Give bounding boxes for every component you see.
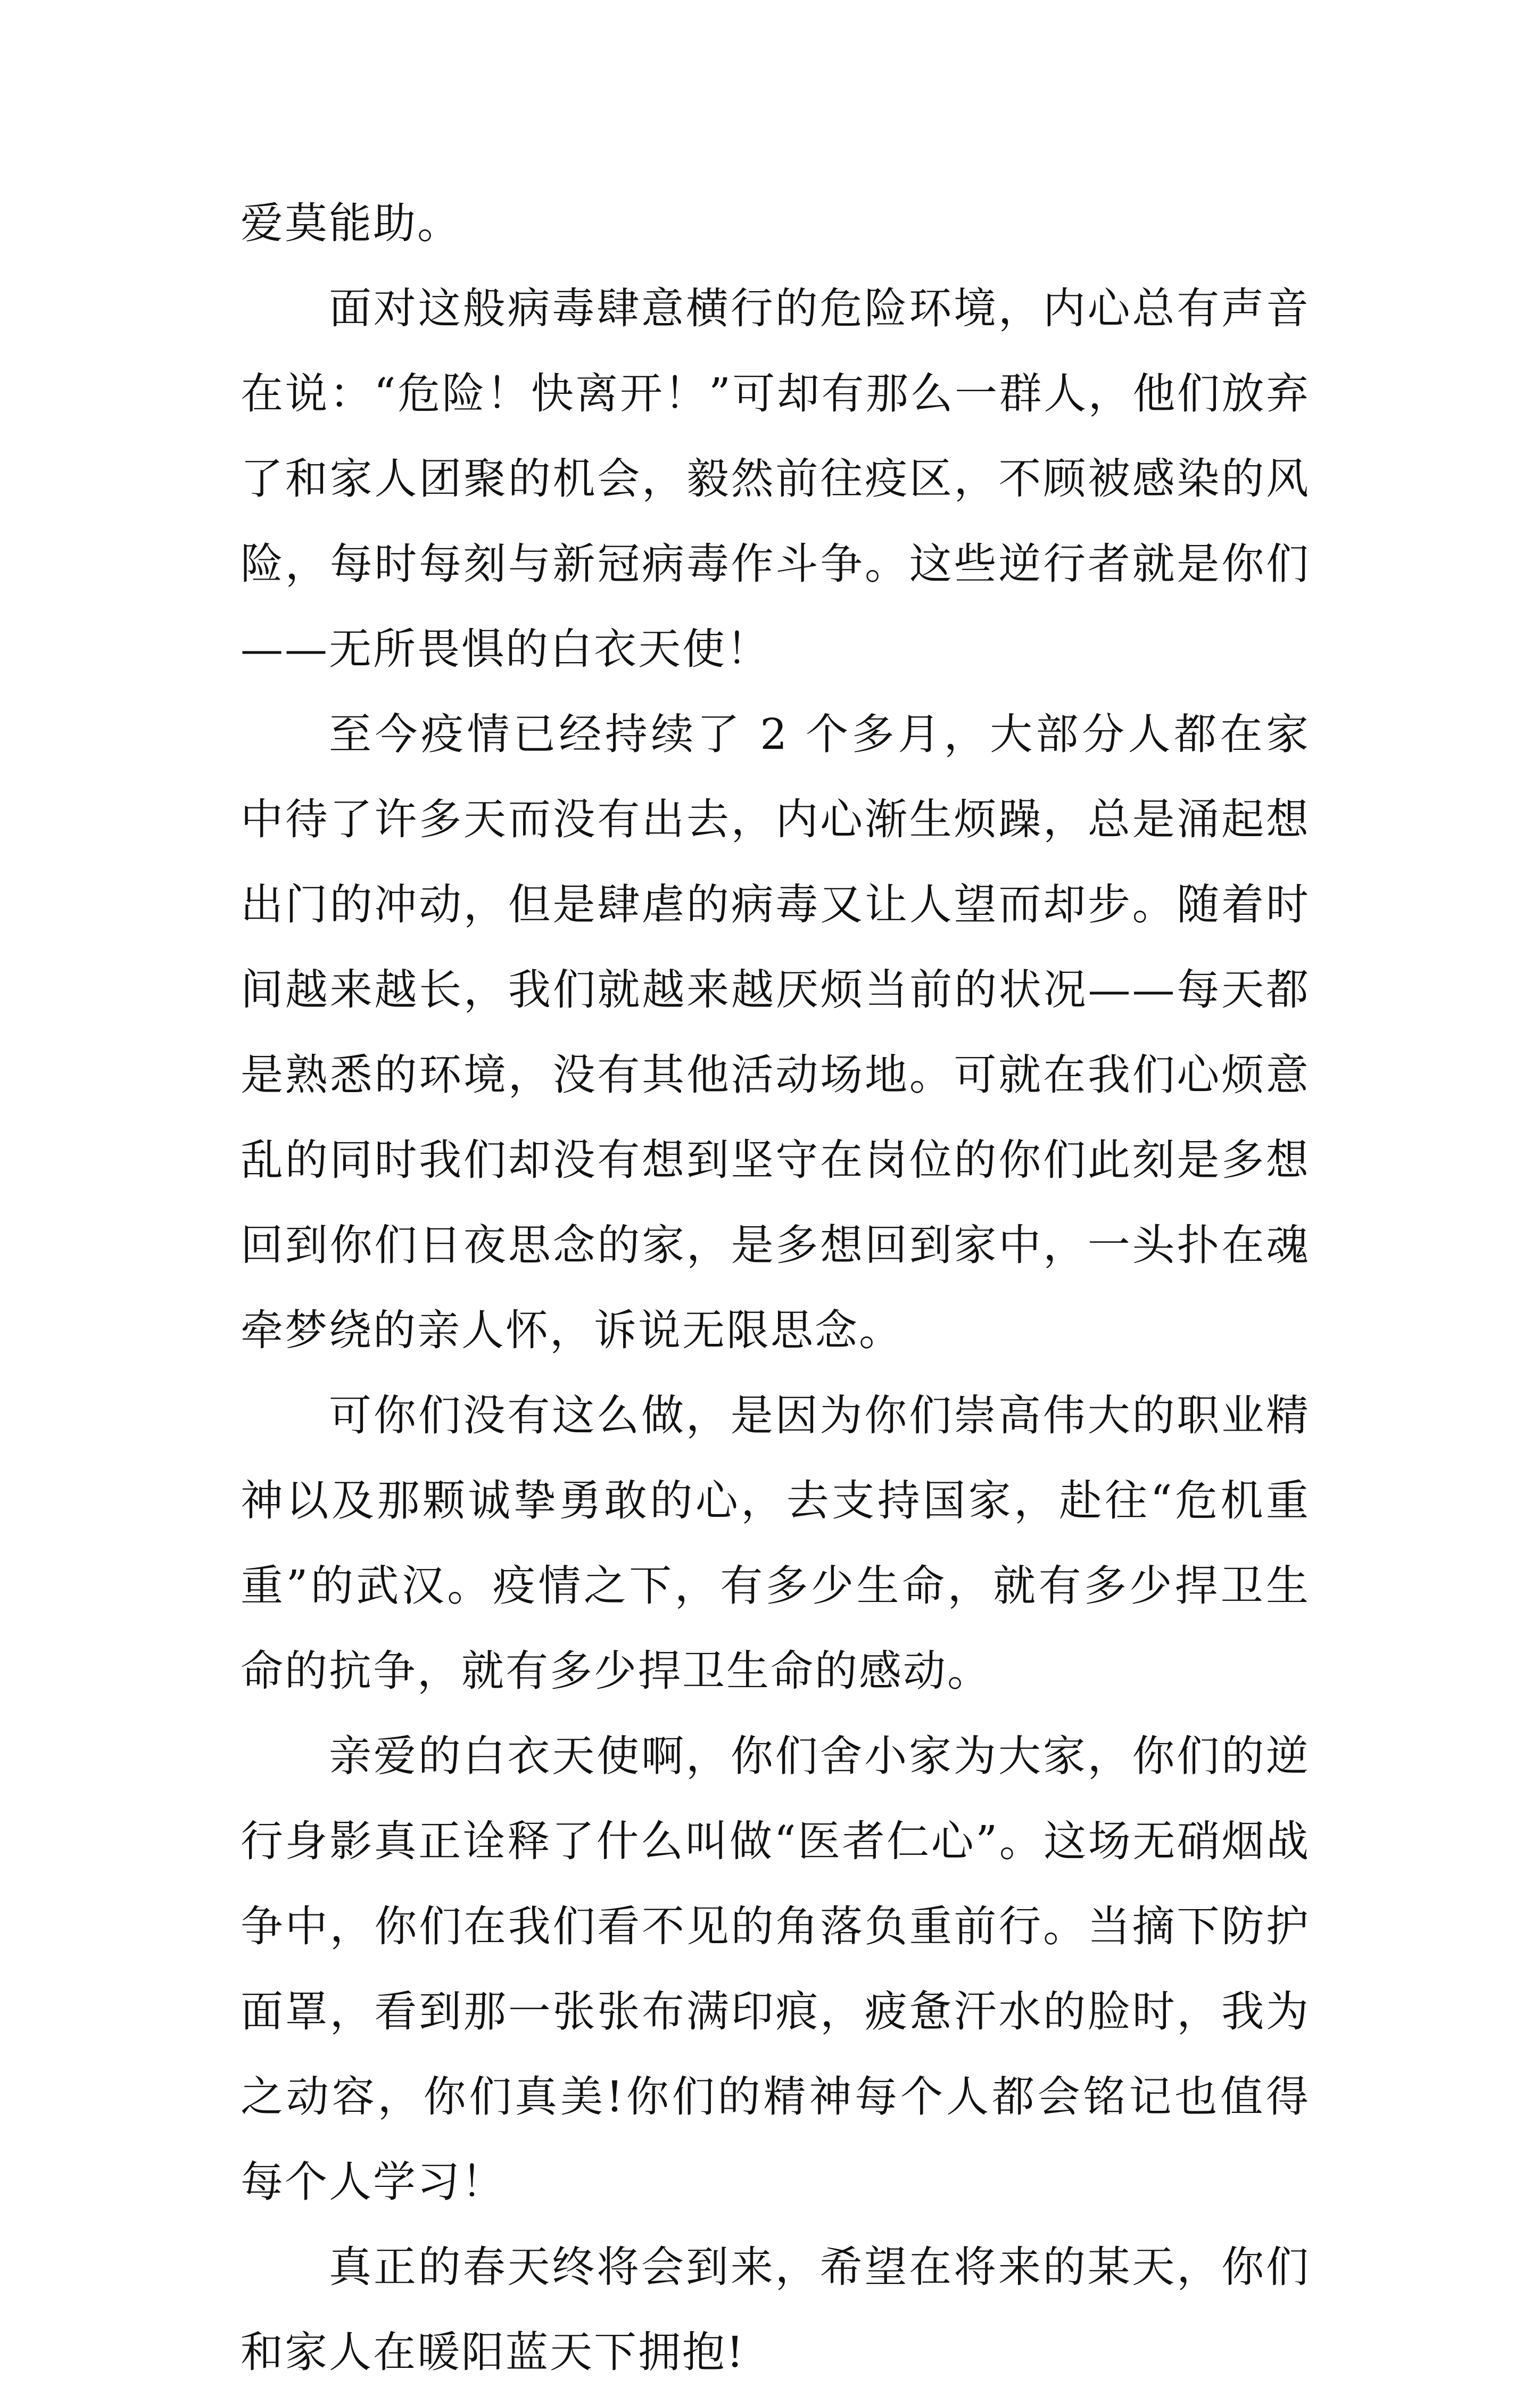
document-body [241,181,1310,2395]
paragraph-continuation: 爱莫能助。 [241,199,461,248]
paragraph: 真正的春天终将会到来，希望在将来的某天，你们和家人在暖阳蓝天下拥抱! [241,2242,1310,2377]
paragraph: 至今疫情已经持续了 2 个多月，大部分人都在家中待了许多天而没有出去，内心渐生烦躁，总是涌起想出门的冲动，但是肆虐的病毒又让人望而却步。随着时间越来越长，我们就越来越厌烦当前的状况——每天都是熟悉的环境，没有其他活动场地。可就在我们心烦意乱的同时我们却没有想到坚守在岗位的你们此刻是多想回到你们日夜思念的家，是多想回到家中，一头扑在魂牵梦绕的亲人怀，诉说无限思念。 [241,709,1310,1355]
paragraph: 面对这般病毒肆意横行的危险环境，内心总有声音在说：“危险！快离开！”可却有那么一群人，他们放弃了和家人团聚的机会，毅然前往疫区，不顾被感染的风险，每时每刻与新冠病毒作斗争。这些逆行者就是你们——无所畏惧的白衣天使！ [241,284,1310,674]
paragraph: 可你们没有这么做，是因为你们崇高伟大的职业精神以及那颗诚挚勇敢的心，去支持国家，赴往“危机重重”的武汉。疫情之下，有多少生命，就有多少捍卫生命的抗争，就有多少捍卫生命的感动。 [241,1391,1310,1696]
paragraph: 亲爱的白衣天使啊，你们舍小家为大家，你们的逆行身影真正诠释了什么叫做“医者仁心”。这场无硝烟战争中，你们在我们看不见的角落负重前行。当摘下防护面罩，看到那一张张布满印痕，疲惫汗水的脸时，我为之动容，你们真美!你们的精神每个人都会铭记也值得每个人学习！ [241,1731,1310,2207]
